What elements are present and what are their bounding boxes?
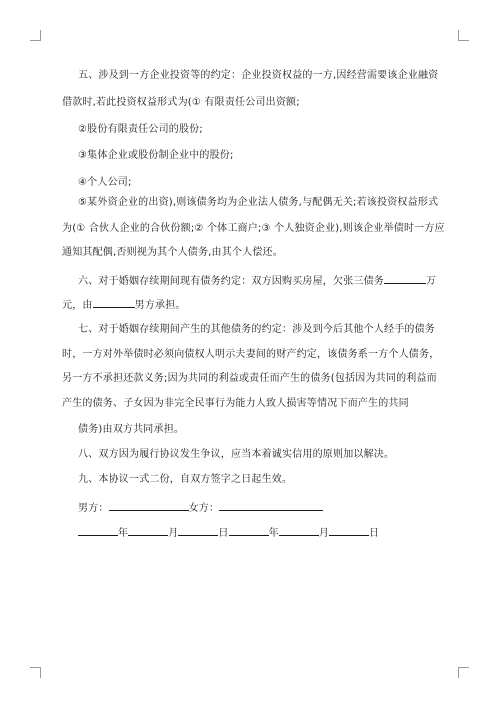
female-month-blank — [279, 525, 319, 536]
clause-6-male-bears: 男方承担。 — [134, 300, 186, 311]
clause-5-item-3: ③集体企业或股份制企业中的股份; — [78, 150, 234, 161]
male-day-blank — [178, 525, 218, 536]
clause-7-line-4: 产生的债务、子女因为非完全民事行为能力人致人损害等情况下而产生的共同 — [62, 398, 409, 409]
clause-9: 九、本协议一式二份，自双方签字之日起生效。 — [78, 474, 293, 485]
clause-6-line-1 — [78, 273, 436, 288]
male-month-blank — [128, 525, 168, 536]
female-year-blank — [229, 525, 269, 536]
clause-5-line-1: 五、涉及到一方企业投资等的约定：企业投资权益的一方,因经营需要该企业融资 — [78, 70, 439, 81]
female-party-label: 女方： — [188, 503, 220, 514]
unit-wan: 万 — [426, 276, 437, 287]
page-corner-mark-top-right — [458, 30, 469, 41]
female-signature-blank — [219, 500, 323, 511]
clause-8: 八、双方因为履行协议发生争议，应当本着诚实信用的原则加以解决。 — [78, 449, 395, 460]
clause-5-item-5: ⑤某外资企业的出资),则该债务均为企业法人债务,与配偶无关;若该投资权益形式 — [78, 197, 439, 208]
day-label-2: 日 — [369, 528, 380, 539]
male-party-label: 男方： — [78, 503, 109, 514]
clause-6-yuan-by: 元，由 — [62, 300, 93, 311]
signature-line — [78, 500, 323, 515]
year-label-2: 年 — [268, 528, 279, 539]
month-label-1: 月 — [168, 528, 179, 539]
clause-5-item-2: ②股份有限责任公司的股份; — [78, 124, 203, 135]
payer-blank — [93, 297, 135, 308]
clause-7-line-5: 债务)由双方共同承担。 — [78, 424, 185, 435]
male-year-blank — [78, 525, 118, 536]
clause-5-line-8: 通知其配偶,否则视为其个人债务,由其个人偿还。 — [62, 247, 283, 258]
clause-5-line-7: 为(① 合伙人企业的合伙份额;② 个体工商户;③ 个人独资企业),则该企业举债时一方应 — [62, 223, 445, 234]
male-signature-blank — [109, 500, 189, 511]
day-label-1: 日 — [218, 528, 229, 539]
clause-7-line-3: 另一方不承担还款义务;因为共同的利益或责任而产生的债务(包括因为共同的利益而 — [62, 373, 437, 384]
month-label-2: 月 — [318, 528, 330, 539]
clause-7-line-2: 时，一方对外举债时必须向债权人明示夫妻间的财产约定，该债务系一方个人债务， — [62, 349, 440, 360]
clause-7-line-1: 七、对于婚姻存续期间产生的其他债务的约定：涉及到今后其他个人经手的债务 — [78, 324, 435, 335]
clause-6-line-2 — [62, 297, 186, 312]
clause-5-item-4: ④个人公司; — [78, 177, 132, 188]
year-label-1: 年 — [118, 528, 129, 539]
debt-amount-blank — [384, 273, 426, 284]
page-corner-mark-bottom-left — [30, 667, 41, 678]
female-day-blank — [329, 525, 369, 536]
date-line — [78, 525, 379, 540]
clause-5-line-2: 借款时,若此投资权益形式为(① 有限责任公司出资额; — [62, 97, 300, 108]
page-corner-mark-top-left — [30, 30, 41, 41]
page-corner-mark-bottom-right — [458, 667, 469, 678]
clause-6-text: 六、对于婚姻存续期间现有债务约定：双方因购买房屋，欠张三债务 — [78, 276, 384, 287]
